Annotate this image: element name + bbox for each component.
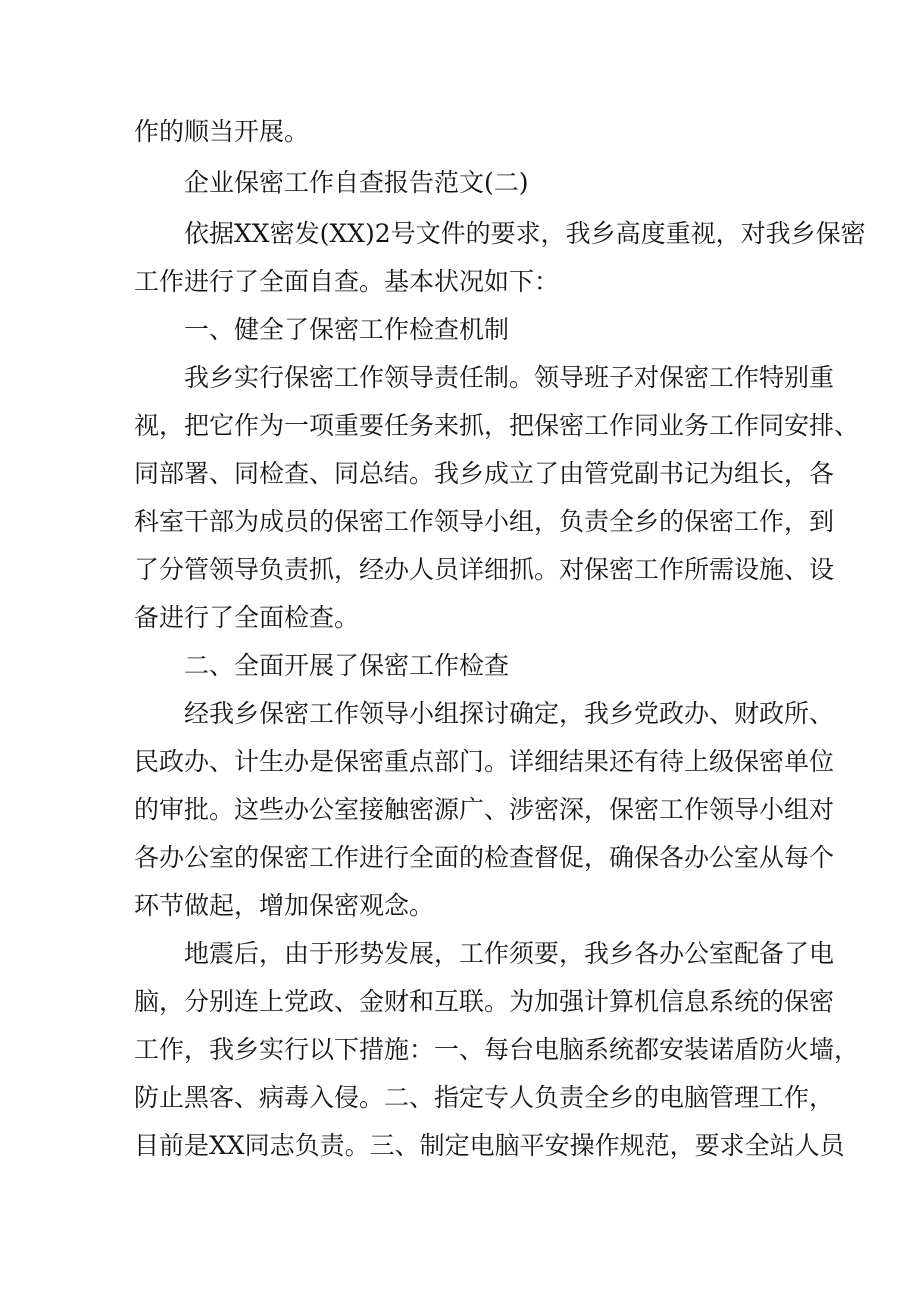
text-line: 脑，分别连上党政、金财和互联。为加强计算机信息系统的保密 [134,987,835,1016]
text-line: 防止黑客、病毒入侵。二、指定专人负责全乡的电脑管理工作， [134,1083,835,1112]
text-line: 依据XX密发(XX)2号文件的要求，我乡高度重视，对我乡保密 [184,219,866,248]
text-line: 民政办、计生办是保密重点部门。详细结果还有待上级保密单位 [134,747,835,776]
text-line: 的审批。这些办公室接触密源广、涉密深，保密工作领导小组对 [134,795,835,824]
text-line: 了分管领导负责抓，经办人员详细抓。对保密工作所需设施、设 [134,555,835,584]
text-line: 我乡实行保密工作领导责任制。领导班子对保密工作特别重 [184,363,835,392]
text-line: 同部署、同检查、同总结。我乡成立了由管党副书记为组长，各 [134,459,835,488]
section-heading: 二、全面开展了保密工作检查 [184,651,510,680]
text-line: 各办公室的保密工作进行全面的检查督促，确保各办公室从每个 [134,843,835,872]
text-line: 工作，我乡实行以下措施：一、每台电脑系统都安装诺盾防火墙， [134,1035,860,1064]
text-line: 工作进行了全面自查。基本状况如下： [134,267,560,296]
text-line: 备进行了全面检查。 [134,603,360,632]
text-line: 视，把它作为一项重要任务来抓，把保密工作同业务工作同安排、 [134,411,860,440]
text-line: 经我乡保密工作领导小组探讨确定，我乡党政办、财政所、 [184,699,835,728]
text-line: 目前是XX同志负责。三、制定电脑平安操作规范，要求全站人员 [134,1131,845,1160]
text-line: 作的顺当开展。 [134,117,310,146]
text-line: 地震后，由于形势发展，工作须要，我乡各办公室配备了电 [184,939,835,968]
section-title: 企业保密工作自查报告范文(二) [184,168,529,197]
text-line: 环节做起，增加保密观念。 [134,891,435,920]
text-line: 科室干部为成员的保密工作领导小组，负责全乡的保密工作，到 [134,507,835,536]
section-heading: 一、健全了保密工作检查机制 [184,315,510,344]
